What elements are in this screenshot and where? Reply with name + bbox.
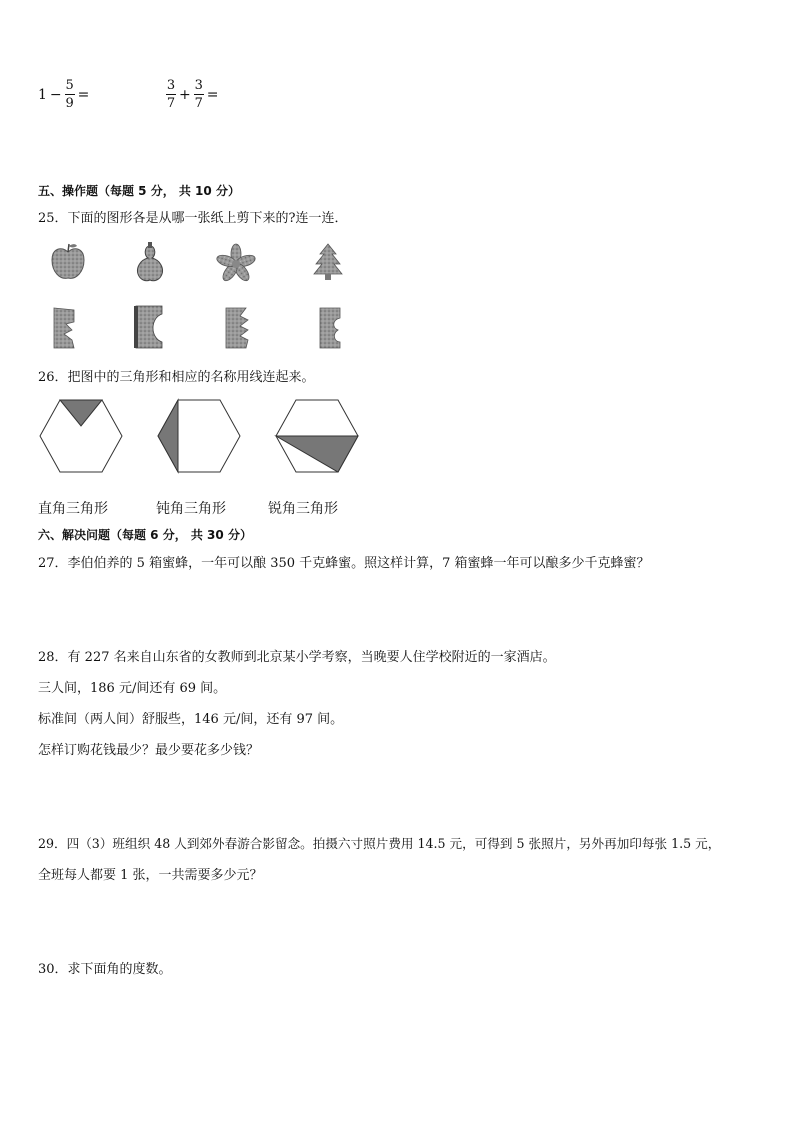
question-29-line-1: 29．四（3）班组织 48 人到郊外春游合影留念。拍摄六寸照片费用 14.5 元，可得到 5 张照片，另外再加印每张 1.5 元， [38,836,721,851]
plus-sign: + [179,86,191,103]
denominator: 7 [166,96,176,111]
q26-hexagons [38,396,368,476]
question-28-line-2: 三人间，186 元/间还有 69 间。 [38,681,227,696]
whole-number: 1 [38,86,47,103]
gourd-cutout-icon [137,242,162,281]
equals-sign: = [206,86,219,103]
question-30-text: 30．求下面角的度数。 [38,962,172,977]
label-obtuse-triangle: 钝角三角形 [156,501,226,517]
question-28-line-3: 标准间（两人间）舒服些，146 元/间，还有 97 间。 [38,712,344,727]
apple-cutout-icon [52,244,84,278]
fraction-bar [166,94,176,95]
hexagon-with-right-triangle [40,400,122,472]
flower-cutout-icon [215,244,256,283]
minus-sign: − [49,86,62,103]
q25-figures [40,238,370,358]
fraction-three-sevenths-a [166,78,176,111]
denominator: 9 [65,96,74,111]
hexagon-with-acute-triangle [276,400,358,472]
tree-cutout-icon [314,244,342,280]
expression-three-sevenths-plus [166,78,218,111]
question-27-text: 27．李伯伯养的 5 箱蜜蜂，一年可以酿 350 千克蜂蜜。照这样计算，7 箱蜜蜂一年可以酿多少千克蜂蜜？ [38,556,650,571]
fraction-five-ninths [65,78,75,111]
numerator: 3 [194,78,203,93]
section-five-heading: 五、操作题（每题 5 分， 共 10 分） [38,184,240,198]
numerator: 3 [166,78,176,93]
question-29-line-2: 全班每人都要 1 张，一共需要多少元？ [38,868,263,883]
question-28-line-4: 怎样订购花钱最少？最少要花多少钱？ [38,743,260,758]
folded-paper-b-icon [134,306,162,348]
fraction-bar [65,94,75,95]
folded-paper-d-icon [320,308,340,348]
question-25-text: 25．下面的图形各是从哪一张纸上剪下来的?连一连． [38,211,348,226]
label-acute-triangle: 锐角三角形 [268,501,338,517]
hexagon-with-obtuse-triangle [158,400,240,472]
fraction-bar [194,94,204,95]
fraction-three-sevenths-b [194,78,204,111]
folded-paper-c-icon [226,308,248,348]
section-six-heading: 六、解决问题（每题 6 分， 共 30 分） [38,528,252,542]
label-right-triangle: 直角三角形 [38,501,108,517]
equals-sign: = [77,86,90,103]
folded-paper-a-icon [54,308,74,348]
numerator: 5 [65,78,74,93]
question-26-text: 26．把图中的三角形和相应的名称用线连起来。 [38,370,315,385]
denominator: 7 [194,96,203,111]
question-28-line-1: 28．有 227 名来自山东省的女教师到北京某小学考察，当晚要人住学校附近的一家酒店。 [38,650,556,665]
expression-one-minus-five-ninths [38,78,89,111]
